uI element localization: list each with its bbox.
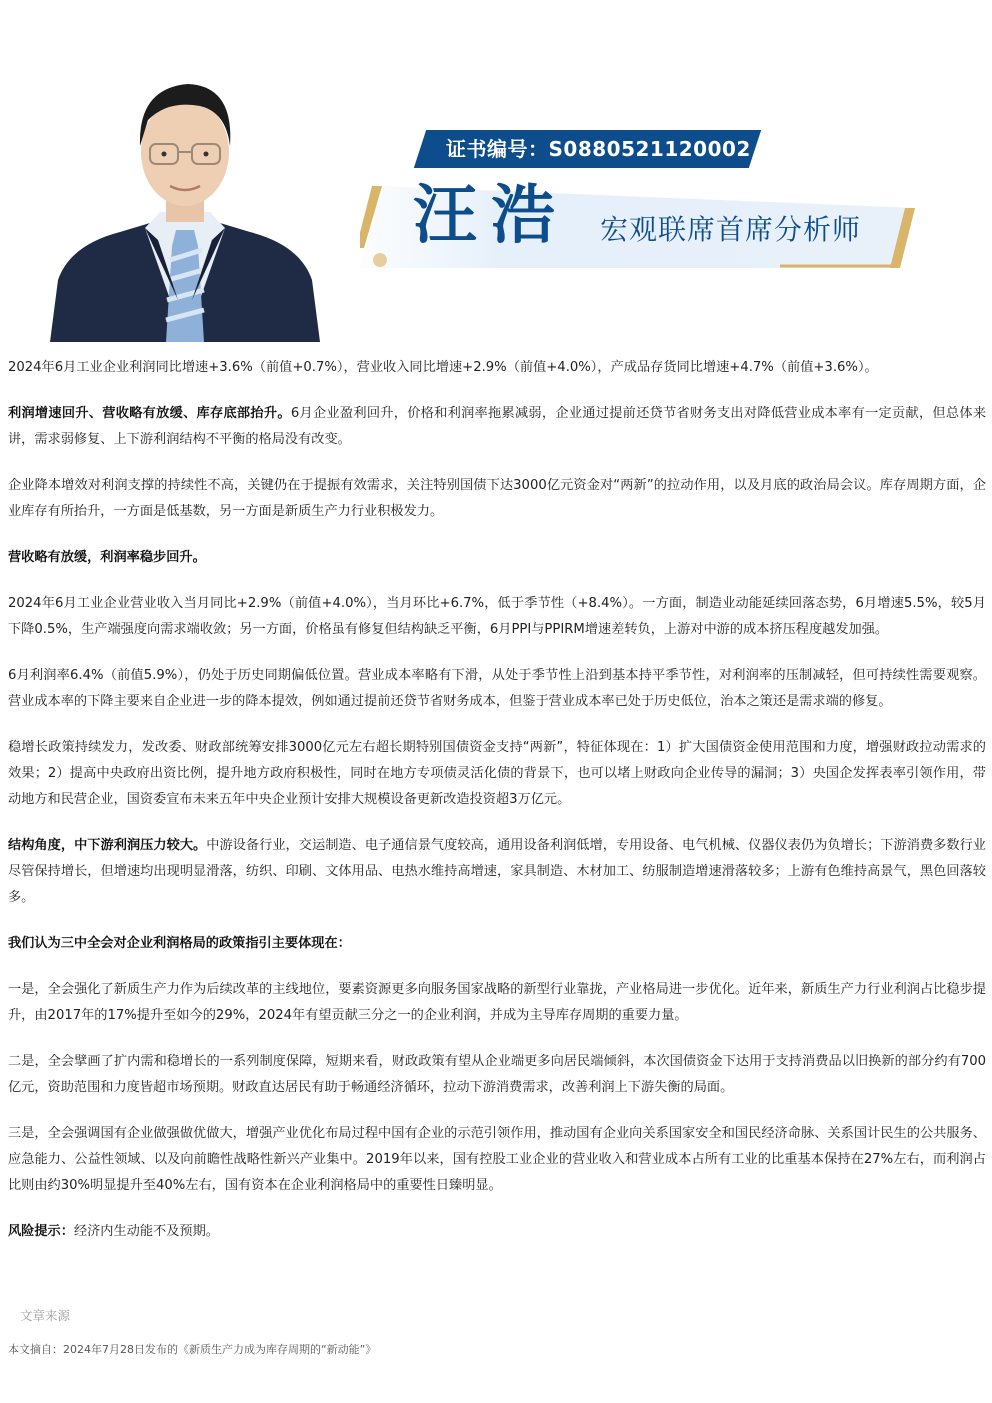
paragraph-profit-margin: 6月利润率6.4%（前值5.9%），仍处于历史同期偏低位置。营业成本率略有下滑，从处于季节性上沿到基本持平季节性，对利润率的压制减轻，但可持续性需要观察。营业成本率的下降主要来自企业进一步的降本提效，例如通过提前还贷节省财务成本，但鉴于营业成本率已处于历史低位，治本之策还是需求端的修复。	[8, 668, 986, 709]
paragraph-heading: 利润增速回升、营收略有放缓、库存底部抬升。	[8, 406, 291, 421]
analyst-name: 汪浩	[413, 178, 569, 253]
certificate-number: 证书编号：S0880521120002	[446, 137, 751, 161]
paragraph-text: 中游设备行业，交运制造、电子通信景气度较高，通用设备利润低增，专用设备、电气机械、仪器仪表仍为负增长；下游消费多数行业尽管保持增长，但增速均出现明显滑落，纺织、印刷、文体用品、电热水维持高增速，家具制造、木材加工、纺服制造增速滑落较多；上游有色维持高景气，黑色回落较多。	[8, 838, 986, 905]
section-heading-structure: 结构角度，中下游利润压力较大。	[8, 838, 207, 853]
paragraph-profit-overview	[8, 401, 986, 453]
paragraph-point-one: 一是，全会强化了新质生产力作为后续改革的主线地位，要素资源更多向服务国家战略的新型行业靠拢，产业格局进一步优化。近年来，新质生产力行业利润占比稳步提升，由2017年的17%提升至如今的29%，2024年有望贡献三分之一的企业利润，并成为主导库存周期的重要力量。	[8, 982, 986, 1023]
risk-text: 经济内生动能不及预期。	[73, 1224, 219, 1239]
section-heading-plenum: 我们认为三中全会对企业利润格局的政策指引主要体现在：	[8, 936, 351, 951]
paragraph-point-three: 三是，全会强调国有企业做强做优做大，增强产业优化布局过程中国有企业的示范引领作用，推动国有企业向关系国家安全和国民经济命脉、关系国计民生的公共服务、应急能力、公益性领域、以及向前瞻性战略性新兴产业集中。2019年以来，国有控股工业企业的营业收入和营业成本占所有工业的比重基本保持在27%左右，而利润占比则由约30%明显提升至40%左右，国有资本在企业利润格局中的重要性日臻明显。	[8, 1126, 986, 1193]
paragraph-plenum-heading	[8, 931, 986, 957]
paragraph-text: 6月企业盈利回升，价格和利润率拖累减弱，企业通过提前还贷节省财务支出对降低营业成本率有一定贡献，但总体来讲，需求弱修复、上下游利润结构不平衡的格局没有改变。	[8, 406, 987, 447]
paragraph-structure	[8, 833, 986, 911]
paragraph-cost-efficiency: 企业降本增效对利润支撑的持续性不高，关键仍在于提振有效需求，关注特别国债下达3000亿元资金对“两新”的拉动作用，以及月底的政治局会议。库存周期方面，企业库存有所抬升，一方面是低基数，另一方面是新质生产力行业积极发力。	[8, 478, 986, 519]
source-label[interactable]: 文章来源	[20, 1308, 71, 1323]
analyst-role: 宏观联席首席分析师	[600, 213, 862, 246]
article-body	[8, 355, 986, 1265]
section-heading-revenue: 营收略有放缓，利润率稳步回升。	[8, 550, 206, 565]
paragraph-risk	[8, 1219, 986, 1245]
paragraph-revenue: 2024年6月工业企业营业收入当月同比+2.9%（前值+4.0%），当月环比+6.7%，低于季节性（+8.4%）。一方面，制造业动能延续回落态势，6月增速5.5%，较5月下降0.5%，生产端强度向需求端收敛；另一方面，价格虽有修复但结构缺乏平衡，6月PPI与PPIRM增速差转负，上游对中游的成本挤压程度越发加强。	[8, 596, 986, 637]
analyst-banner	[0, 0, 992, 342]
paragraph-revenue-heading	[8, 545, 986, 571]
analyst-portrait	[50, 60, 320, 342]
paragraph-summary: 2024年6月工业企业利润同比增速+3.6%（前值+0.7%），营业收入同比增速+2.9%（前值+4.0%），产成品存货同比增速+4.7%（前值+3.6%）。	[8, 360, 878, 375]
risk-label: 风险提示：	[8, 1224, 74, 1239]
paragraph-point-two: 二是，全会擘画了扩内需和稳增长的一系列制度保障，短期来看，财政政策有望从企业端更多向居民端倾斜，本次国债资金下达用于支持消费品以旧换新的部分约有700亿元，资助范围和力度皆超市场预期。财政直达居民有助于畅通经济循环，拉动下游消费需求，改善利润上下游失衡的局面。	[8, 1054, 986, 1095]
paragraph-policy: 稳增长政策持续发力，发改委、财政部统筹安排3000亿元左右超长期特别国债资金支持“两新”，特征体现在：1）扩大国债资金使用范围和力度，增强财政拉动需求的效果；2）提高中央政府出资比例，提升地方政府积极性，同时在地方专项债灵活化债的背景下，也可以堵上财政向企业传导的漏洞；3）央国企发挥表率引领作用，带动地方和民营企业，国资委宣布未来五年中央企业预计安排大规模设备更新改造投资超3万亿元。	[8, 740, 986, 807]
source-note: 本文摘自：2024年7月28日发布的《新质生产力成为库存周期的“新动能”》	[8, 1343, 377, 1356]
